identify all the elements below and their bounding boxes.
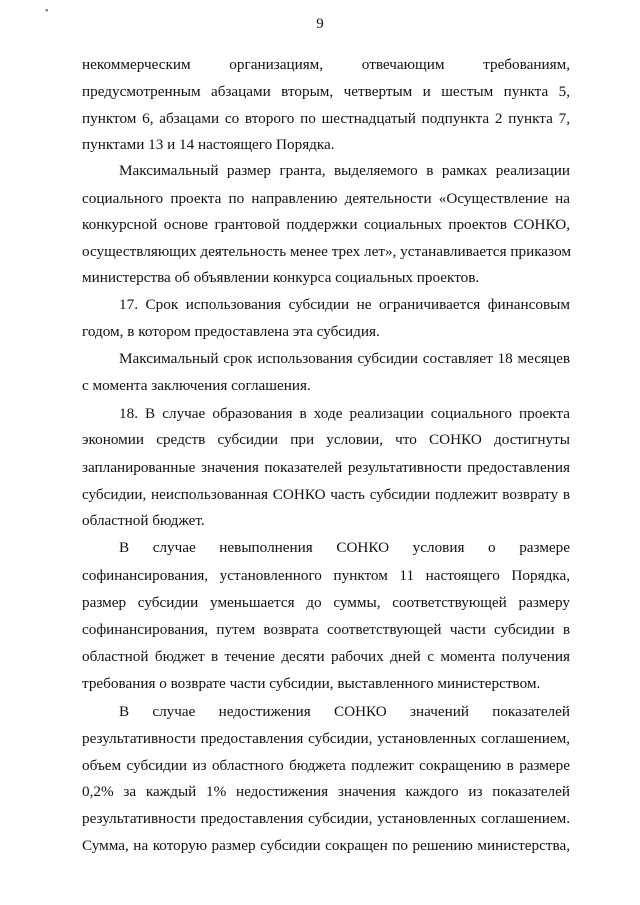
text-line: размер субсидии уменьшается до суммы, соответствующей размеру bbox=[82, 594, 570, 611]
text-line: министерства об объявлении конкурса социальных проектов. bbox=[82, 269, 480, 286]
text-line: экономии средств субсидии при условии, что СОНКО достигнуты bbox=[82, 431, 570, 448]
text-line: с момента заключения соглашения. bbox=[82, 377, 311, 394]
text-line: конкурсной основе грантовой поддержки социальных проектов СОНКО, bbox=[82, 216, 570, 233]
text-line: запланированные значения показателей результативности предоставления bbox=[82, 459, 570, 476]
text-line: 17. Срок использования субсидии не ограничивается финансовым bbox=[119, 296, 570, 313]
text-line: В случае недостижения СОНКО значений показателей bbox=[119, 703, 570, 720]
text-line: некоммерческим организациям, отвечающим требованиям, bbox=[82, 56, 570, 73]
text-line: результативности предоставления субсидии, установленных соглашением, bbox=[82, 730, 570, 747]
text-line: 0,2% за каждый 1% недостижения значения каждого из показателей bbox=[82, 783, 570, 800]
text-line: требования о возврате части субсидии, выставленного министерством. bbox=[82, 675, 541, 692]
text-line: пунктом 6, абзацами со второго по шестнадцатый подпункта 2 пункта 7, bbox=[82, 110, 570, 127]
page-number: 9 bbox=[316, 16, 324, 32]
text-line: Максимальный срок использования субсидии составляет 18 месяцев bbox=[119, 350, 570, 367]
text-line: областной бюджет в течение десяти рабочих дней с момента получения bbox=[82, 648, 570, 665]
corner-mark: • bbox=[45, 6, 49, 17]
text-line: результативности предоставления субсидии, установленных соглашением. bbox=[82, 810, 570, 827]
text-line: В случае невыполнения СОНКО условия о размере bbox=[119, 539, 570, 556]
text-line: объем субсидии из областного бюджета подлежит сокращению в размере bbox=[82, 757, 570, 774]
text-line: социального проекта по направлению деятельности «Осуществление на bbox=[82, 190, 570, 207]
text-line: 18. В случае образования в ходе реализации социального проекта bbox=[119, 405, 570, 422]
text-line: пунктами 13 и 14 настоящего Порядка. bbox=[82, 136, 335, 153]
text-line: областной бюджет. bbox=[82, 512, 205, 529]
text-line: предусмотренным абзацами вторым, четвертым и шестым пункта 5, bbox=[82, 83, 570, 100]
text-line: софинансирования, путем возврата соответствующей части субсидии в bbox=[82, 621, 570, 638]
text-line: софинансирования, установленного пунктом 11 настоящего Порядка, bbox=[82, 567, 570, 584]
text-line: Сумма, на которую размер субсидии сокращен по решению министерства, bbox=[82, 837, 570, 854]
text-line: Максимальный размер гранта, выделяемого в рамках реализации bbox=[119, 162, 570, 179]
text-line: субсидии, неиспользованная СОНКО часть субсидии подлежит возврату в bbox=[82, 486, 570, 503]
text-line: осуществляющих деятельность менее трех лет», устанавливается приказом bbox=[82, 243, 571, 260]
text-line: годом, в котором предоставлена эта субсидия. bbox=[82, 323, 380, 340]
